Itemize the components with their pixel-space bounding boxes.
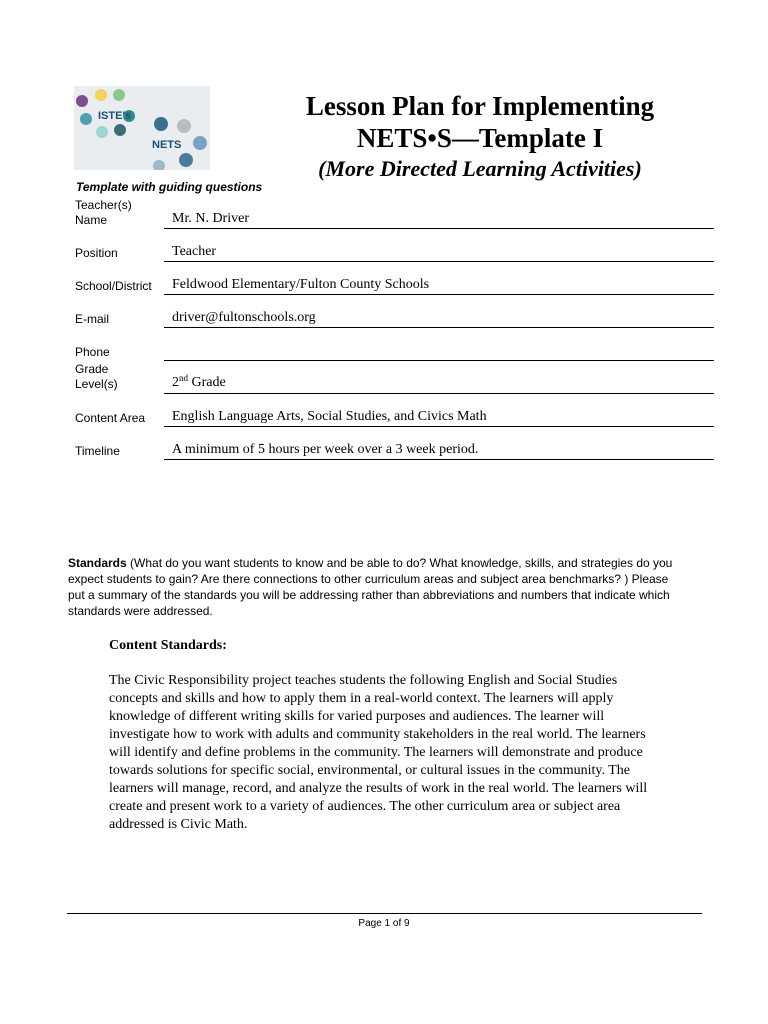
content-area-label: Content Area [75,411,146,425]
email-value: driver@fultonschools.org [172,310,316,325]
content-area-line [164,426,714,427]
timeline-value: A minimum of 5 hours per week over a 3 week period. [172,442,479,457]
school-value: Feldwood Elementary/Fulton County Schools [172,277,430,292]
teacher-line [164,228,714,229]
subtitle-guiding-questions: Template with guiding questions [76,180,263,194]
page-number: Page 1 of 9 [358,918,410,929]
phone-label: Phone [75,345,110,359]
standards-instructions: Standards (What do you want students to know and be able to do? What knowledge, skills, and strategies do you expect students to gain? Are there connections to other curriculum areas and subject area benchmarks? ) Please put a summary of the standards you will be addressing rather than abbreviations and numbers that indicate which standards were addressed. [68,556,673,618]
svg-text:ISTE's: ISTE's [98,110,132,122]
title-line-3: (More Directed Learning Activities) [318,156,642,181]
timeline-label: Timeline [75,444,120,458]
position-label: Position [75,246,118,260]
grade-line [164,393,714,394]
iste-nets-logo [74,86,210,170]
title-line-2: NETS•S—Template I [356,123,604,153]
title-block [270,90,690,184]
email-label: E-mail [75,312,110,326]
standards-label: Standards [68,556,127,570]
position-line [164,261,714,262]
school-label: School/District [75,279,152,293]
footer-divider [67,913,702,914]
teacher-label: Teacher(s) Name [75,198,132,227]
email-line [164,327,714,328]
grade-label: Grade Level(s) [75,362,118,391]
school-line [164,294,714,295]
phone-line [164,360,714,361]
svg-text:NETS: NETS [152,139,182,151]
content-standards-heading: Content Standards: [109,638,227,653]
teacher-value: Mr. N. Driver [172,211,249,226]
timeline-line [164,459,714,460]
grade-value: 2nd Grade [172,373,226,390]
content-standards-paragraph: The Civic Responsibility project teaches students the following English and Social Studies concepts and skills and how to apply them in a real-world context. The learners will apply knowledge of different writing skills for varied purposes and audiences. The learner will investigate how to work with adults and community stakeholders in the real world. The learners will identify and define problems in the community. The learners will demonstrate and produce towards solutions for specific social, environmental, or cultural issues in the community. The learners will manage, record, and analyze the results of work in the real world. The learners will create and present work to a variety of audiences. The other curriculum area or subject area addressed is Civic Math. [109,673,648,832]
content-area-value: English Language Arts, Social Studies, and Civics Math [172,409,487,424]
title-line-1: Lesson Plan for Implementing [305,91,655,121]
position-value: Teacher [172,244,217,259]
